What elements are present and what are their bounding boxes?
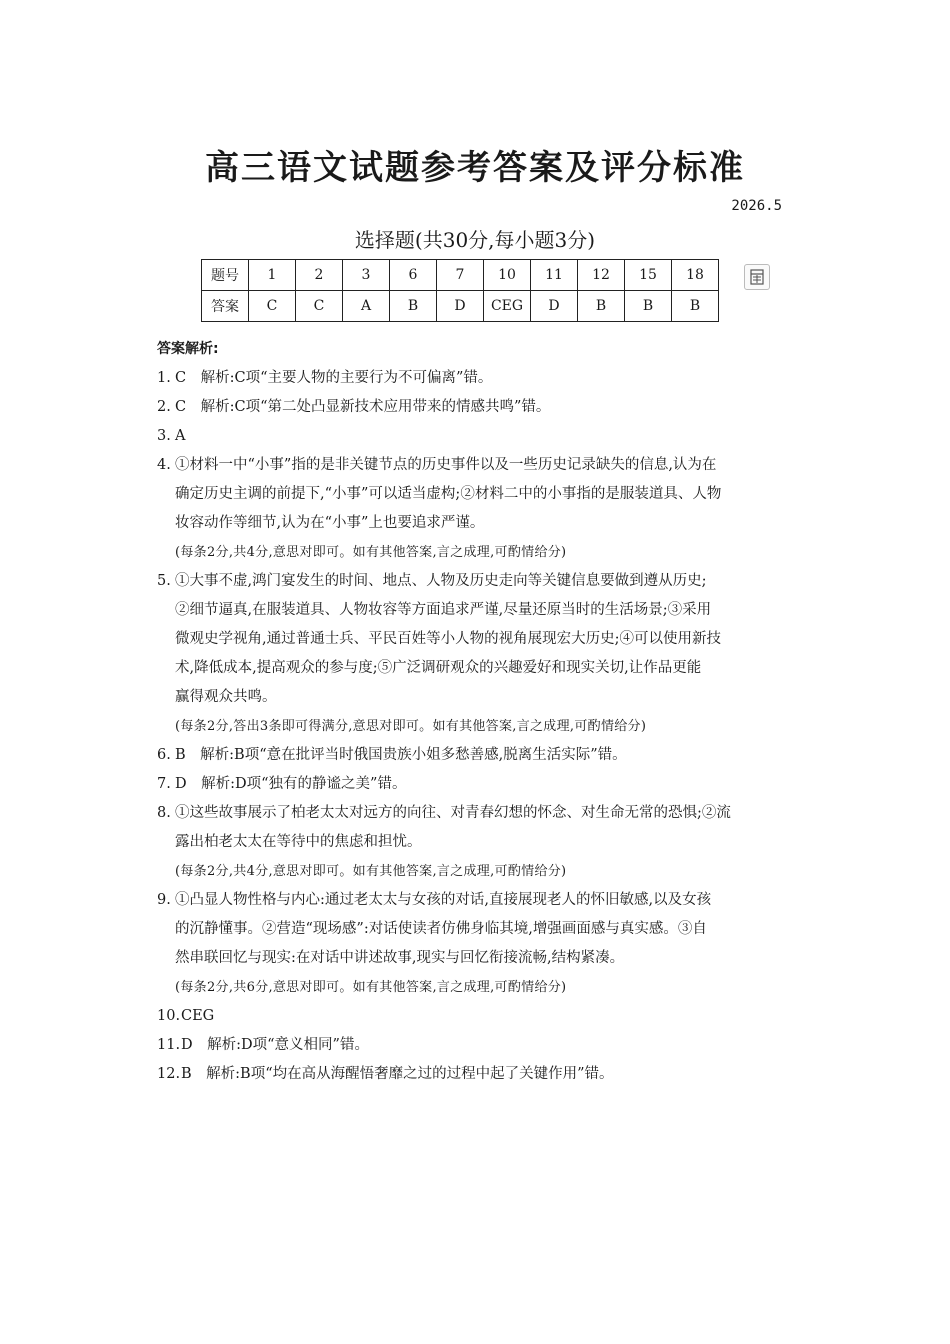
list-item	[157, 1002, 787, 1031]
item-line: 赢得观众共鸣。	[175, 689, 277, 705]
list-item	[157, 567, 787, 741]
item-line: ①这些故事展示了柏老太太对远方的向往、对青春幻想的怀念、对生命无常的恐惧;②流	[175, 805, 731, 821]
item-line: B 解析:B项“均在高从海醒悟奢靡之过的过程中起了关键作用”错。	[181, 1066, 614, 1082]
scoring-note: (每条2分,共6分,意思对即可。如有其他答案,言之成理,可酌情给分)	[175, 980, 567, 995]
list-item	[157, 770, 787, 799]
item-line: 微观史学视角,通过普通士兵、平民百姓等小人物的视角展现宏大历史;④可以使用新技	[175, 631, 721, 647]
scoring-note: (每条2分,共4分,意思对即可。如有其他答案,言之成理,可酌情给分)	[175, 545, 567, 560]
answer-cell: C	[249, 291, 296, 322]
list-item	[157, 422, 787, 451]
answer-cell: B	[625, 291, 672, 322]
item-number: 4.	[157, 457, 171, 473]
answer-cell: D	[437, 291, 484, 322]
question-number-cell: 6	[390, 260, 437, 291]
item-number: 11.	[157, 1037, 181, 1053]
item-line: 的沉静懂事。②营造“现场感”:对话使读者仿佛身临其境,增强画面感与真实感。③自	[175, 921, 707, 937]
document-title: 高三语文试题参考答案及评分标准	[205, 148, 745, 188]
item-number: 9.	[157, 892, 171, 908]
item-number: 1.	[157, 370, 171, 386]
item-number: 6.	[157, 747, 171, 763]
section-title: 选择题(共30分,每小题3分)	[354, 228, 596, 252]
question-number-cell: 7	[437, 260, 484, 291]
item-number: 8.	[157, 805, 171, 821]
list-item	[157, 741, 787, 770]
answer-table	[201, 259, 719, 322]
question-number-cell: 10	[484, 260, 531, 291]
item-line: D 解析:D项“独有的静谧之美”错。	[175, 776, 407, 792]
question-number-cell: 18	[672, 260, 719, 291]
item-line: 然串联回忆与现实:在对话中讲述故事,现实与回忆衔接流畅,结构紧凑。	[175, 950, 625, 966]
list-item	[157, 393, 787, 422]
item-number: 7.	[157, 776, 171, 792]
list-item	[157, 364, 787, 393]
list-item	[157, 451, 787, 567]
question-number-cell: 2	[296, 260, 343, 291]
item-number: 2.	[157, 399, 171, 415]
item-line: 露出柏老太太在等待中的焦虑和担忧。	[175, 834, 422, 850]
item-line: ①大事不虚,鸿门宴发生的时间、地点、人物及历史走向等关键信息要做到遵从历史;	[175, 573, 707, 589]
answer-cell: D	[531, 291, 578, 322]
answer-row	[202, 291, 719, 322]
list-item	[157, 1060, 787, 1089]
question-number-cell: 1	[249, 260, 296, 291]
item-number: 3.	[157, 428, 171, 444]
item-line: 妆容动作等细节,认为在“小事”上也要追求严谨。	[175, 515, 485, 531]
document-date: 2026.5	[731, 198, 782, 214]
question-number-cell: 15	[625, 260, 672, 291]
item-line: ①凸显人物性格与内心:通过老太太与女孩的对话,直接展现老人的怀旧敏感,以及女孩	[175, 892, 712, 908]
item-line: 确定历史主调的前提下,“小事”可以适当虚构;②材料二中的小事指的是服装道具、人物	[175, 486, 722, 502]
table-tool-icon[interactable]	[744, 264, 770, 290]
list-item	[157, 886, 787, 1002]
answer-cell: C	[296, 291, 343, 322]
item-number: 5.	[157, 573, 171, 589]
answer-cell: CEG	[484, 291, 531, 322]
question-number-row	[202, 260, 719, 291]
item-line: 术,降低成本,提高观众的参与度;⑤广泛调研观众的兴趣爱好和现实关切,让作品更能	[175, 660, 702, 676]
item-line: D 解析:D项“意义相同”错。	[181, 1037, 369, 1053]
item-line: CEG	[181, 1008, 215, 1024]
row-label-answer: 答案	[202, 291, 249, 322]
question-number-cell: 11	[531, 260, 578, 291]
item-line: ①材料一中“小事”指的是非关键节点的历史事件以及一些历史记录缺失的信息,认为在	[175, 457, 717, 473]
list-item	[157, 799, 787, 886]
answer-cell: B	[578, 291, 625, 322]
item-line: ②细节逼真,在服装道具、人物妆容等方面追求严谨,尽量还原当时的生活场景;③采用	[175, 602, 712, 618]
answer-cell: B	[672, 291, 719, 322]
scoring-note: (每条2分,共4分,意思对即可。如有其他答案,言之成理,可酌情给分)	[175, 864, 567, 879]
item-number: 12.	[157, 1066, 181, 1082]
item-line: B 解析:B项“意在批评当时俄国贵族小姐多愁善感,脱离生活实际”错。	[175, 747, 627, 763]
item-line: A	[175, 428, 186, 444]
item-line: C 解析:C项“主要人物的主要行为不可偏离”错。	[175, 370, 493, 386]
answer-cell: A	[343, 291, 390, 322]
analysis-heading: 答案解析:	[157, 341, 219, 357]
item-line: C 解析:C项“第二处凸显新技术应用带来的情感共鸣”错。	[175, 399, 551, 415]
scoring-note: (每条2分,答出3条即可得满分,意思对即可。如有其他答案,言之成理,可酌情给分)	[175, 719, 647, 734]
question-number-cell: 12	[578, 260, 625, 291]
list-item	[157, 1031, 787, 1060]
question-number-cell: 3	[343, 260, 390, 291]
answer-cell: B	[390, 291, 437, 322]
row-label-question: 题号	[202, 260, 249, 291]
analysis-list	[157, 364, 787, 1089]
item-number: 10.	[157, 1008, 181, 1024]
